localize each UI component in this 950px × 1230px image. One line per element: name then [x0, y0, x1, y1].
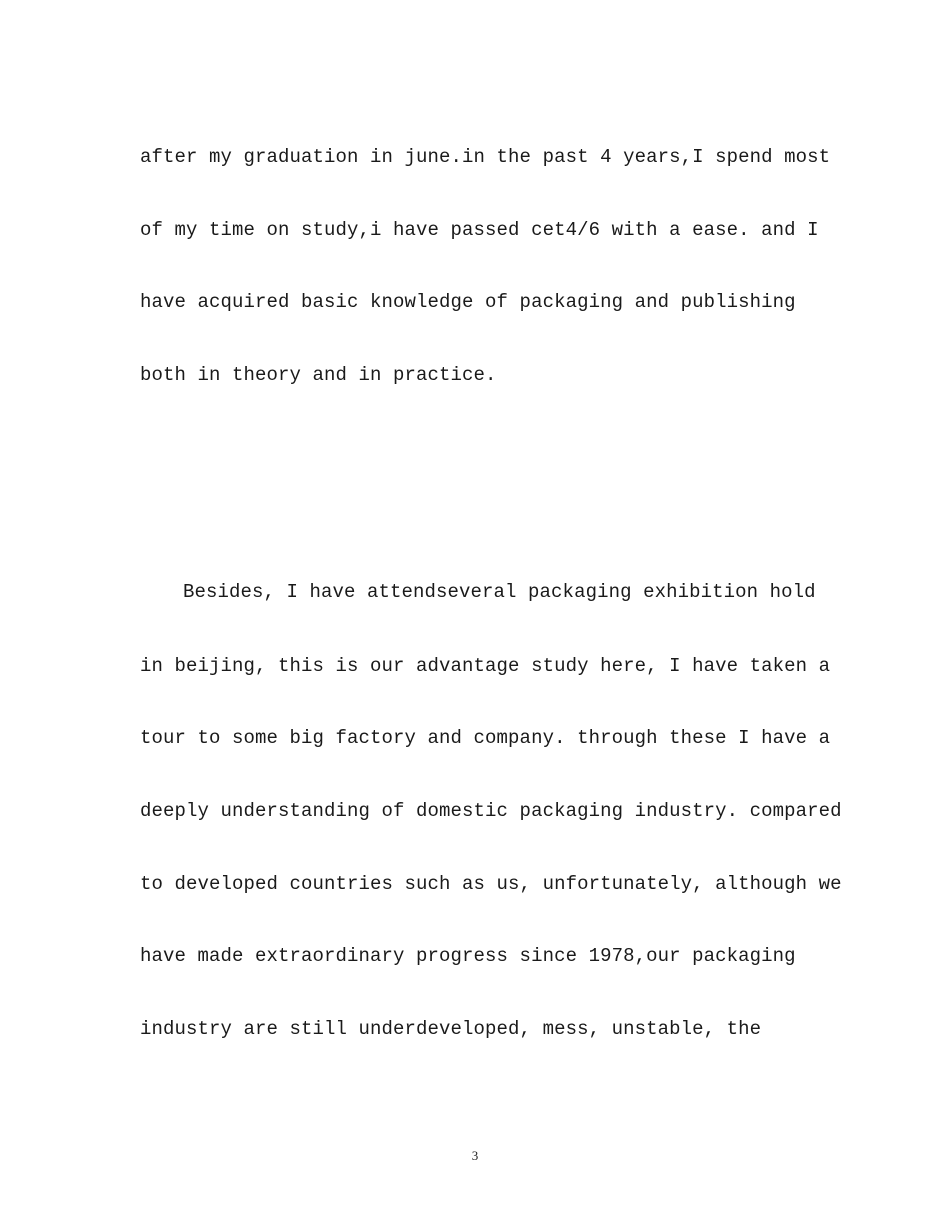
paragraph-2-line-4: deeply understanding of domestic packaging industry. compared	[140, 800, 842, 822]
page-number: 3	[471, 1148, 479, 1163]
paragraph-1-line-3: have acquired basic knowledge of packaging and publishing	[140, 291, 796, 313]
paragraph-2-line-7: industry are still underdeveloped, mess, unstable, the	[140, 1018, 762, 1040]
paragraph-2-line-6: have made extraordinary progress since 1978,our packaging	[140, 945, 796, 967]
paragraph-2-line-2: in beijing, this is our advantage study here, I have taken a	[140, 655, 831, 677]
paragraph-2-line-1: Besides, I have attendseveral packaging exhibition hold	[183, 581, 816, 603]
paragraph-1-line-2: of my time on study,i have passed cet4/6 with a ease. and I	[140, 219, 819, 241]
paragraph-1-line-4: both in theory and in practice.	[140, 364, 497, 386]
paragraph-2-line-3: tour to some big factory and company. through these I have a	[140, 727, 831, 749]
paragraph-1-line-1: after my graduation in june.in the past 4 years,I spend most	[140, 146, 831, 168]
paragraph-2-line-5: to developed countries such as us, unfortunately, although we	[140, 873, 842, 895]
